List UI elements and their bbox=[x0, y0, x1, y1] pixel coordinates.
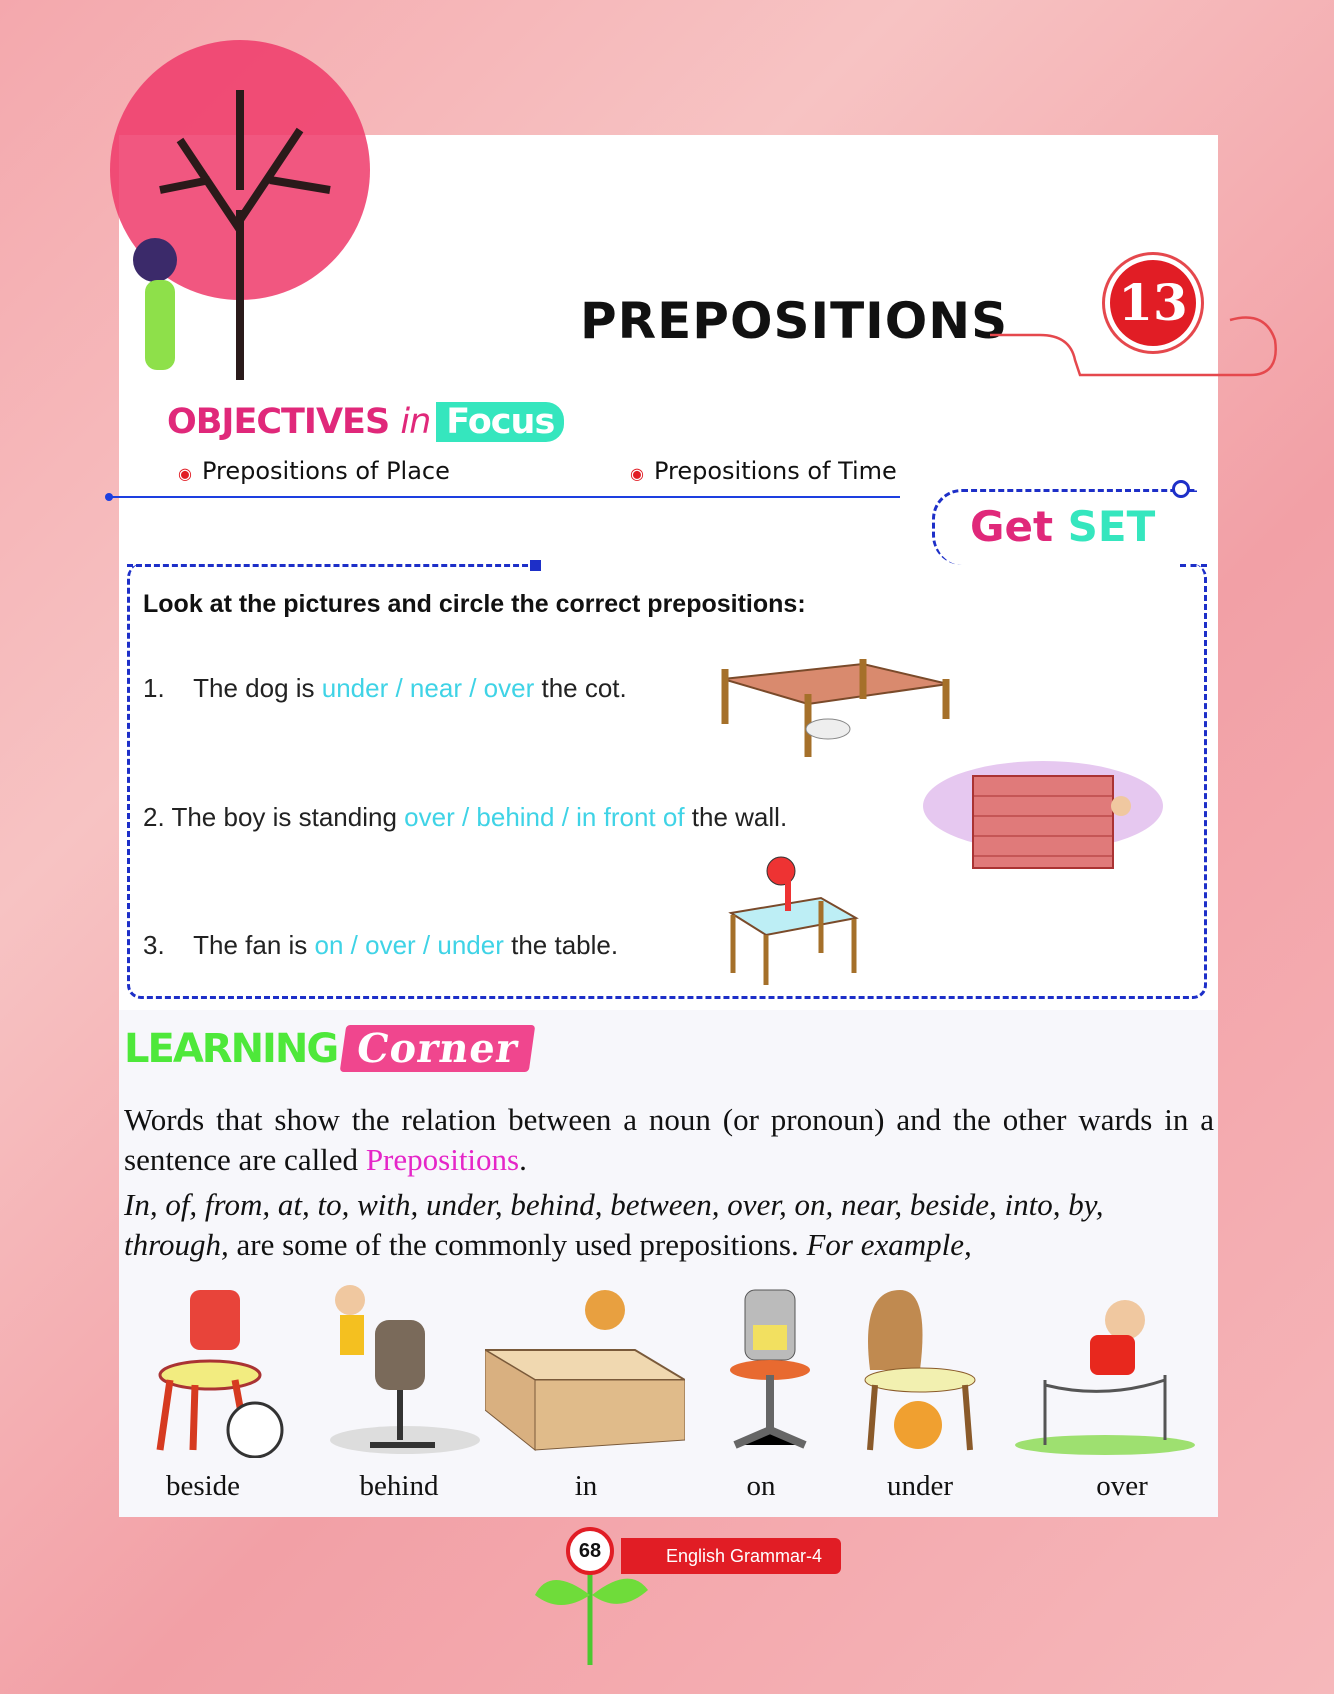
example-label: under bbox=[886, 1470, 954, 1502]
divider-line bbox=[107, 496, 900, 498]
wall-illustration bbox=[923, 756, 1168, 871]
example-label: beside bbox=[165, 1470, 241, 1502]
item-options[interactable]: on / over / under bbox=[314, 930, 504, 960]
preposition-list: In, of, from, at, to, with, under, behind, between, over, on, near, beside, into, by, through, bbox=[124, 1187, 1104, 1262]
fan-table-illustration bbox=[721, 853, 861, 988]
item-options[interactable]: over / behind / in front of bbox=[404, 802, 685, 832]
exercise-item bbox=[143, 802, 787, 833]
objective-text: Prepositions of Time bbox=[653, 457, 897, 485]
get-set-heading bbox=[970, 502, 1155, 551]
item-text: The fan is bbox=[193, 930, 308, 960]
exercise-item bbox=[143, 673, 627, 704]
objective-item bbox=[178, 457, 450, 485]
chair-ball-illustration bbox=[135, 1280, 305, 1458]
chapter-title: PREPOSITIONS bbox=[580, 292, 1009, 350]
item-number: 3. bbox=[143, 930, 165, 960]
exercise-box-top bbox=[127, 564, 537, 567]
examples-text: are some of the commonly used prepositions. bbox=[236, 1227, 799, 1262]
example-label: over bbox=[1096, 1470, 1148, 1502]
book-title-banner: English Grammar-4 bbox=[621, 1538, 841, 1574]
boy-chair-illustration bbox=[315, 1280, 485, 1458]
chair-under-ball-illustration bbox=[850, 1280, 990, 1458]
examples-paragraph bbox=[124, 1185, 1214, 1265]
ring-icon bbox=[1172, 480, 1190, 498]
example-label: behind bbox=[359, 1470, 439, 1502]
exercise-item bbox=[143, 930, 618, 961]
chapter-number-badge: 13 bbox=[1105, 255, 1201, 351]
in-word: in bbox=[400, 402, 431, 442]
corner-word: Corner bbox=[340, 1025, 536, 1072]
item-options[interactable]: under / near / over bbox=[321, 673, 535, 703]
definition-text: Words that show the relation between a noun (or pronoun) and the other wards in a sentence are called bbox=[124, 1102, 1214, 1177]
bag-stool-illustration bbox=[705, 1280, 835, 1458]
square-marker-icon bbox=[530, 560, 541, 571]
exercise-instruction: Look at the pictures and circle the correct prepositions: bbox=[143, 590, 806, 618]
item-number: 2. bbox=[143, 802, 165, 832]
item-text: the cot. bbox=[541, 673, 627, 703]
definition-paragraph bbox=[124, 1100, 1214, 1180]
objectives-word: OBJECTIVES bbox=[167, 402, 390, 442]
get-word: Get bbox=[970, 502, 1054, 551]
period: . bbox=[519, 1142, 527, 1177]
exercise-box-top-right bbox=[1180, 564, 1207, 567]
sprout-icon bbox=[530, 1565, 650, 1675]
bullet-icon: ◉ bbox=[630, 464, 644, 483]
tree-illustration bbox=[90, 30, 390, 390]
for-example-text: For example, bbox=[806, 1227, 972, 1262]
item-text: the wall. bbox=[691, 802, 788, 832]
item-text: The boy is standing bbox=[171, 802, 397, 832]
item-text: the table. bbox=[511, 930, 619, 960]
example-label: in bbox=[574, 1470, 598, 1502]
item-number: 1. bbox=[143, 673, 165, 703]
set-word: SET bbox=[1067, 502, 1156, 551]
objective-text: Prepositions of Place bbox=[201, 457, 450, 485]
prepositions-term: Prepositions bbox=[365, 1142, 520, 1177]
objective-item bbox=[630, 457, 897, 485]
item-text: The dog is bbox=[193, 673, 315, 703]
objectives-heading bbox=[167, 402, 564, 442]
learning-word: LEARNING bbox=[124, 1026, 338, 1072]
page-number: 68 bbox=[566, 1527, 614, 1575]
learning-corner-heading bbox=[124, 1025, 532, 1072]
example-label: on bbox=[746, 1470, 776, 1502]
boy-jumping-illustration bbox=[1015, 1280, 1205, 1458]
cot-illustration bbox=[713, 639, 953, 759]
focus-word: Focus bbox=[436, 402, 564, 442]
bullet-icon: ◉ bbox=[178, 464, 192, 483]
dog-box-illustration bbox=[485, 1280, 685, 1458]
